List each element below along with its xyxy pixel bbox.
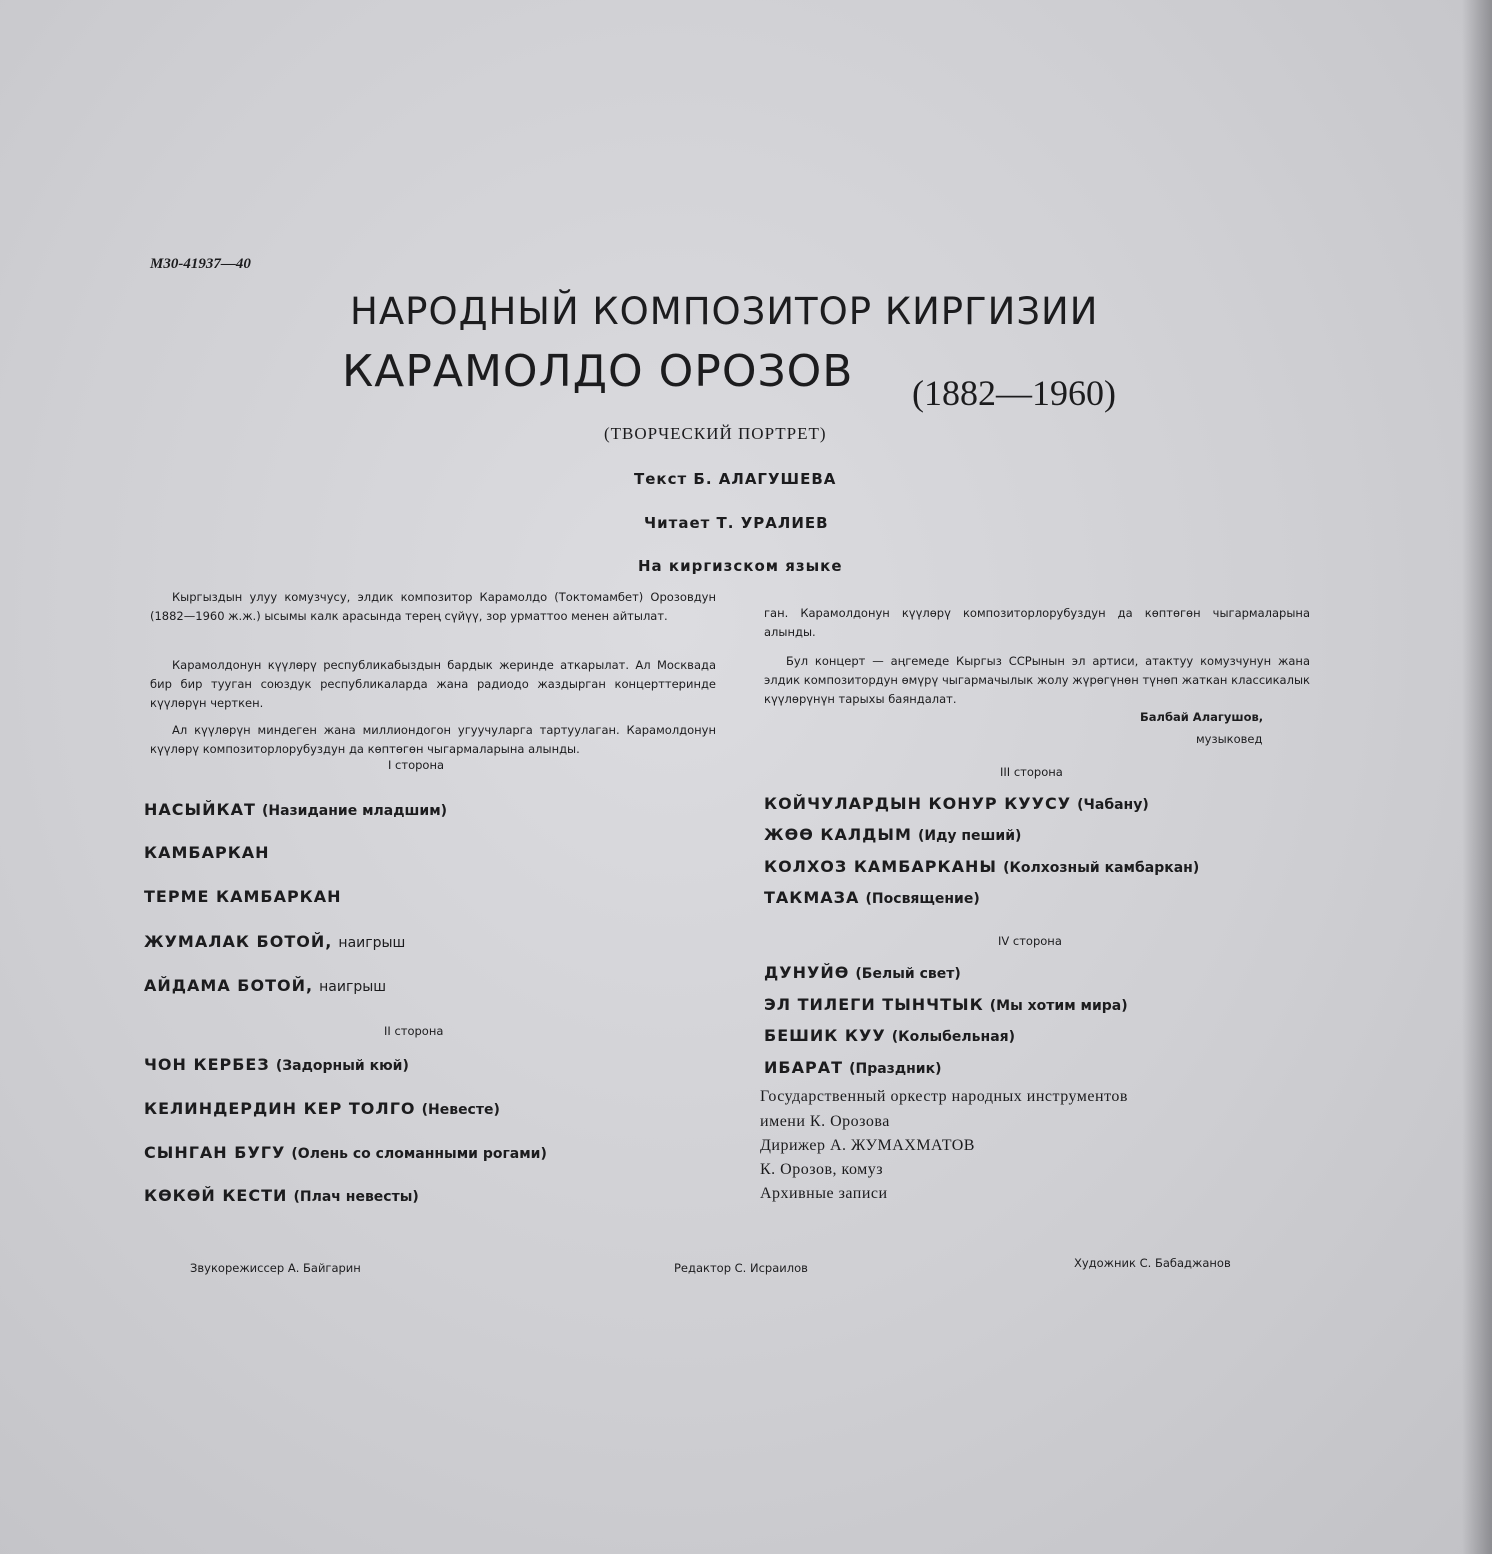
- subtitle: (ТВОРЧЕСКИЙ ПОРТРЕТ): [604, 424, 827, 443]
- track-item: ЖУМАЛАК БОТОЙ, наигрыш: [144, 932, 406, 951]
- intro-paragraph-1: Кыргыздын улуу комузчусу, элдик композитор Карамолдо (Токтомамбет) Орозовдун (1882—1960 ж.ж.) ысымы калк арасында терең сүйүү, зор урматтоо менен айтылат.: [150, 590, 716, 623]
- side-label: II сторона: [384, 1024, 444, 1038]
- track-item: КЕЛИНДЕРДИН КЕР ТОЛГО (Невесте): [144, 1099, 500, 1118]
- track-item: КОЛХОЗ КАМБАРКАНЫ (Колхозный камбаркан): [764, 857, 1200, 876]
- track-item: ЖӨӨ КАЛДЫМ (Иду пеший): [764, 825, 1022, 844]
- track-item: ТЕРМЕ КАМБАРКАН: [144, 887, 342, 906]
- track-item: ДУНУЙӨ (Белый свет): [764, 963, 961, 982]
- intro-paragraph-3-cont: ган. Карамолдонун күүлөрү композиторлорубуздун да көптөгөн чыгармаларына алынды.: [764, 606, 1310, 639]
- side-label: III сторона: [1000, 765, 1063, 779]
- track-item: ИБАРАТ (Праздник): [764, 1058, 942, 1077]
- performer-line: Дирижер А. ЖУМАХМАТОВ: [760, 1137, 975, 1154]
- intro-author: Балбай Алагушов,: [1140, 710, 1264, 724]
- track-item: НАСЫЙКАТ (Назидание младшим): [144, 800, 448, 819]
- composer-years: (1882—1960): [912, 373, 1116, 413]
- track-item: ЧОН КЕРБЕЗ (Задорный кюй): [144, 1055, 409, 1074]
- title-heading: НАРОДНЫЙ КОМПОЗИТОР КИРГИЗИИ: [350, 290, 1099, 333]
- track-item: СЫНГАН БУГУ (Олень со сломанными рогами): [144, 1143, 547, 1162]
- track-item: БЕШИК КУУ (Колыбельная): [764, 1026, 1016, 1045]
- track-item: КАМБАРКАН: [144, 843, 270, 862]
- page-edge-shadow: [1462, 0, 1492, 1554]
- performer-line: Архивные записи: [760, 1185, 888, 1202]
- sound-engineer-credit: Звукорежиссер А. Байгарин: [190, 1261, 361, 1275]
- reader: Читает Т. УРАЛИЕВ: [644, 514, 829, 532]
- track-item: ТАКМАЗА (Посвящение): [764, 888, 980, 907]
- text-author: Текст Б. АЛАГУШЕВА: [634, 470, 837, 488]
- language-note: На киргизском языке: [638, 557, 843, 575]
- performer-line: К. Орозов, комуз: [760, 1161, 884, 1178]
- composer-name: КАРАМОЛДО ОРОЗОВ: [342, 346, 854, 397]
- intro-paragraph-4: Бул концерт — аңгемеде Кыргыз ССРынын эл артиси, атактуу комузчунун жана элдик композитордун өмүрү чыгармачылык жолу жүрөгүнөн түнөп жаткан классикалык күүлөрүнүн тарыхы баяндалат.: [764, 654, 1310, 706]
- track-item: КОЙЧУЛАРДЫН КОНУР КУУСУ (Чабану): [764, 794, 1149, 813]
- side-label: I сторона: [388, 758, 445, 772]
- performer-line: Государственный оркестр народных инструментов: [760, 1088, 1128, 1105]
- intro-paragraph-3: Ал күүлөрүн миндеген жана миллиондогон угуучуларга тартуулаган. Карамолдонун күүлөрү композиторлорубуздун да көптөгөн чыгармаларына алынды.: [150, 723, 716, 756]
- track-item: ЭЛ ТИЛЕГИ ТЫНЧТЫК (Мы хотим мира): [764, 995, 1128, 1014]
- performer-line: имени К. Орозова: [760, 1113, 890, 1130]
- editor-credit: Редактор С. Исраилов: [674, 1261, 808, 1275]
- intro-paragraph-2: Карамолдонун күүлөрү республикабыздын бардык жеринде аткарылат. Ал Москвада бир бир тууган союздук республикаларда жана радиодо жаздырган концерттеринде күүлөрүн черткен.: [150, 658, 716, 710]
- catalog-number: М30-41937—40: [150, 256, 251, 272]
- track-item: КӨКӨЙ КЕСТИ (Плач невесты): [144, 1186, 419, 1205]
- artist-credit: Художник С. Бабаджанов: [1074, 1256, 1231, 1270]
- track-item: АЙДАМА БОТОЙ, наигрыш: [144, 976, 387, 995]
- side-label: IV сторона: [998, 934, 1062, 948]
- intro-author-role: музыковед: [1196, 732, 1263, 746]
